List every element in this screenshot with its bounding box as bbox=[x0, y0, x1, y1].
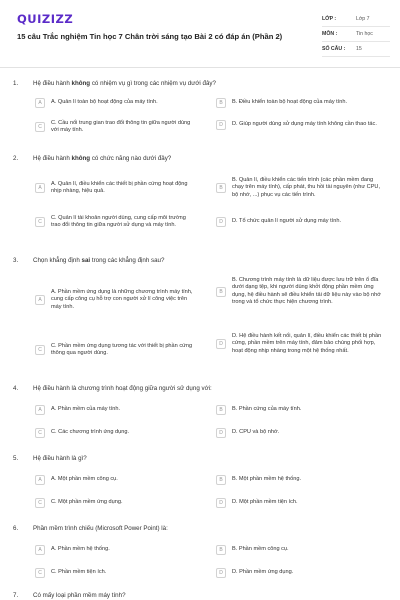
info-label: MÔN : bbox=[322, 31, 338, 37]
option-text: C. Quản lí tài khoản người dùng, cung cấp môi trường trao đổi thông tin giữa người sử dụng và máy tính. bbox=[51, 215, 186, 229]
option-text: D. Hệ điều hành kết nối, quản lí, điều khiển các thiết bị phần cứng, phần mềm trên máy tính, đảm bảo chúng phối hợp, hoạt động nhịp nhàng trong một hệ thống nhất. bbox=[232, 333, 382, 354]
option-text: C. Các chương trình ứng dụng. bbox=[51, 429, 130, 436]
option-letter-box: C bbox=[35, 498, 45, 508]
option-letter-box: D bbox=[216, 120, 226, 130]
option-text: A. Quản lí toàn bộ hoạt động của máy tính. bbox=[51, 99, 158, 106]
question-number: 7. bbox=[13, 592, 19, 599]
quizizz-logo: QUIZIZZ bbox=[17, 12, 74, 26]
option-text: D. Một phần mềm tiện ích. bbox=[232, 499, 298, 506]
option-text: B. Phần cứng của máy tính. bbox=[232, 406, 302, 413]
option-d[interactable] bbox=[216, 498, 386, 508]
option-b[interactable] bbox=[216, 405, 386, 415]
info-value: 15 bbox=[356, 46, 362, 52]
option-text: B. Phần mềm công cụ. bbox=[232, 546, 289, 553]
option-letter-box: D bbox=[216, 498, 226, 508]
question-text bbox=[33, 257, 383, 264]
option-letter-box: B bbox=[216, 183, 226, 193]
question-number: 2. bbox=[13, 155, 19, 162]
option-letter-box: C bbox=[35, 217, 45, 227]
question-text-part: có nhiệm vụ gì trong các nhiệm vụ dưới đây? bbox=[90, 80, 216, 87]
option-text: D. Giúp người dùng sử dụng máy tính không cần thao tác. bbox=[232, 121, 377, 128]
option-text: A. Một phần mềm công cụ. bbox=[51, 476, 118, 483]
question-text-part: Hệ điều hành bbox=[33, 80, 72, 87]
question-text-part: Hệ điều hành bbox=[33, 155, 72, 162]
option-text: C. Một phần mềm ứng dụng. bbox=[51, 499, 123, 506]
option-text: B. Quản lí, điều khiển các tiến trình (các phần mềm đang chạy trên máy tính), cấp phát, thu hồi tài nguyên (như CPU, bộ nhớ, ...) phục vụ các tiến trình. bbox=[232, 177, 381, 198]
info-box bbox=[322, 12, 390, 57]
option-text: B. Một phần mềm hệ thống. bbox=[232, 476, 302, 483]
option-b[interactable] bbox=[216, 545, 386, 555]
option-text: B. Điều khiển toàn bộ hoạt động của máy tính. bbox=[232, 99, 348, 106]
info-value: Tin học bbox=[356, 31, 373, 37]
option-letter-box: C bbox=[35, 428, 45, 438]
option-c[interactable] bbox=[35, 498, 195, 508]
option-text: D. CPU và bộ nhớ. bbox=[232, 429, 280, 436]
option-letter-box: A bbox=[35, 545, 45, 555]
option-d[interactable] bbox=[216, 568, 386, 578]
option-text: A. Quản lí, điều khiển các thiết bị phần cứng hoạt động nhịp nhàng, hiệu quả. bbox=[51, 181, 188, 195]
option-text: C. Cầu nối trung gian trao đổi thông tin giữa người dùng với máy tính. bbox=[51, 120, 191, 134]
option-c[interactable] bbox=[35, 428, 195, 438]
option-a[interactable] bbox=[35, 545, 195, 555]
option-letter-box: A bbox=[35, 475, 45, 485]
question-text-part: Hệ điều hành là gì? bbox=[33, 455, 87, 462]
option-c[interactable] bbox=[35, 343, 195, 358]
question-text-part: Hệ điều hành là chương trình hoạt động giữa người sử dụng với: bbox=[33, 385, 212, 392]
question-text-emphasis: không bbox=[71, 80, 91, 87]
option-letter-box: B bbox=[216, 545, 226, 555]
question-text bbox=[33, 155, 383, 162]
option-d[interactable] bbox=[216, 333, 386, 355]
question-text bbox=[33, 385, 383, 392]
question-text-part: Chọn khẳng định bbox=[33, 257, 82, 264]
option-letter-box: D bbox=[216, 217, 226, 227]
question-text-emphasis: sai bbox=[81, 257, 91, 264]
option-text: A. Phần mềm hệ thống. bbox=[51, 546, 110, 553]
question-number: 3. bbox=[13, 257, 19, 264]
option-letter-box: A bbox=[35, 295, 45, 305]
option-a[interactable] bbox=[35, 98, 195, 108]
question-number: 1. bbox=[13, 80, 19, 87]
question-number: 5. bbox=[13, 455, 19, 462]
option-text: A. Phần mềm của máy tính. bbox=[51, 406, 121, 413]
option-a[interactable] bbox=[35, 289, 195, 311]
option-text: D. Phần mềm ứng dụng. bbox=[232, 569, 294, 576]
question-text bbox=[33, 80, 383, 87]
option-c[interactable] bbox=[35, 120, 195, 135]
question-text-emphasis: không bbox=[71, 155, 91, 162]
question-text bbox=[33, 592, 383, 599]
info-row-subject bbox=[322, 27, 390, 42]
option-text: D. Tổ chức quản lí người sử dụng máy tính. bbox=[232, 218, 342, 225]
option-a[interactable] bbox=[35, 181, 195, 196]
info-row-count bbox=[322, 42, 390, 57]
option-letter-box: A bbox=[35, 183, 45, 193]
question-text-part: Phần mềm trình chiếu (Microsoft Power Point) là: bbox=[33, 525, 168, 532]
option-b[interactable] bbox=[216, 177, 386, 199]
option-letter-box: C bbox=[35, 568, 45, 578]
option-letter-box: C bbox=[35, 122, 45, 132]
header-divider bbox=[0, 67, 400, 68]
option-a[interactable] bbox=[35, 475, 195, 485]
option-b[interactable] bbox=[216, 277, 386, 307]
option-letter-box: D bbox=[216, 428, 226, 438]
worksheet-header bbox=[0, 0, 400, 58]
option-d[interactable] bbox=[216, 428, 386, 438]
option-d[interactable] bbox=[216, 217, 386, 227]
option-letter-box: A bbox=[35, 405, 45, 415]
question-text bbox=[33, 525, 383, 532]
option-c[interactable] bbox=[35, 215, 195, 230]
option-letter-box: B bbox=[216, 98, 226, 108]
question-text-part: trong các khẳng định sau? bbox=[90, 257, 165, 264]
option-letter-box: A bbox=[35, 98, 45, 108]
option-text: B. Chương trình máy tính là dữ liệu được lưu trữ trên ổ đĩa dưới dạng tệp, khi người dùng khởi động phần mềm ứng dụng, hệ điều hành sẽ điều khiển tải dữ liệu này vào bộ nhớ trong và tổ chức thực hiện chương trình. bbox=[232, 277, 381, 306]
option-text: A. Phần mềm ứng dụng là những chương trình máy tính, cung cấp công cụ hỗ trợ con người xử lí công việc trên máy tính. bbox=[51, 289, 193, 310]
info-row-class bbox=[322, 12, 390, 27]
info-label: SỐ CÂU : bbox=[322, 46, 346, 52]
option-letter-box: B bbox=[216, 287, 226, 297]
option-a[interactable] bbox=[35, 405, 195, 415]
worksheet-title: 15 câu Trắc nghiệm Tin học 7 Chân trời sáng tạo Bài 2 có đáp án (Phần 2) bbox=[17, 32, 283, 41]
question-text-part: có chức năng nào dưới đây? bbox=[90, 155, 172, 162]
option-d[interactable] bbox=[216, 120, 386, 130]
question-number: 6. bbox=[13, 525, 19, 532]
question-number: 4. bbox=[13, 385, 19, 392]
option-b[interactable] bbox=[216, 98, 386, 108]
option-letter-box: B bbox=[216, 405, 226, 415]
option-letter-box: D bbox=[216, 568, 226, 578]
info-label: LỚP : bbox=[322, 16, 337, 22]
question-text bbox=[33, 455, 383, 462]
question-text-part: Có mấy loại phần mềm máy tính? bbox=[33, 592, 126, 599]
option-letter-box: B bbox=[216, 475, 226, 485]
option-letter-box: C bbox=[35, 345, 45, 355]
option-b[interactable] bbox=[216, 475, 386, 485]
info-value: Lớp 7 bbox=[356, 16, 370, 22]
option-letter-box: D bbox=[216, 339, 226, 349]
option-text: C. Phần mềm ứng dụng tương tác với thiết bị phần cứng thông qua người dùng. bbox=[51, 343, 193, 357]
option-c[interactable] bbox=[35, 568, 195, 578]
option-text: C. Phần mềm tiện ích. bbox=[51, 569, 107, 576]
